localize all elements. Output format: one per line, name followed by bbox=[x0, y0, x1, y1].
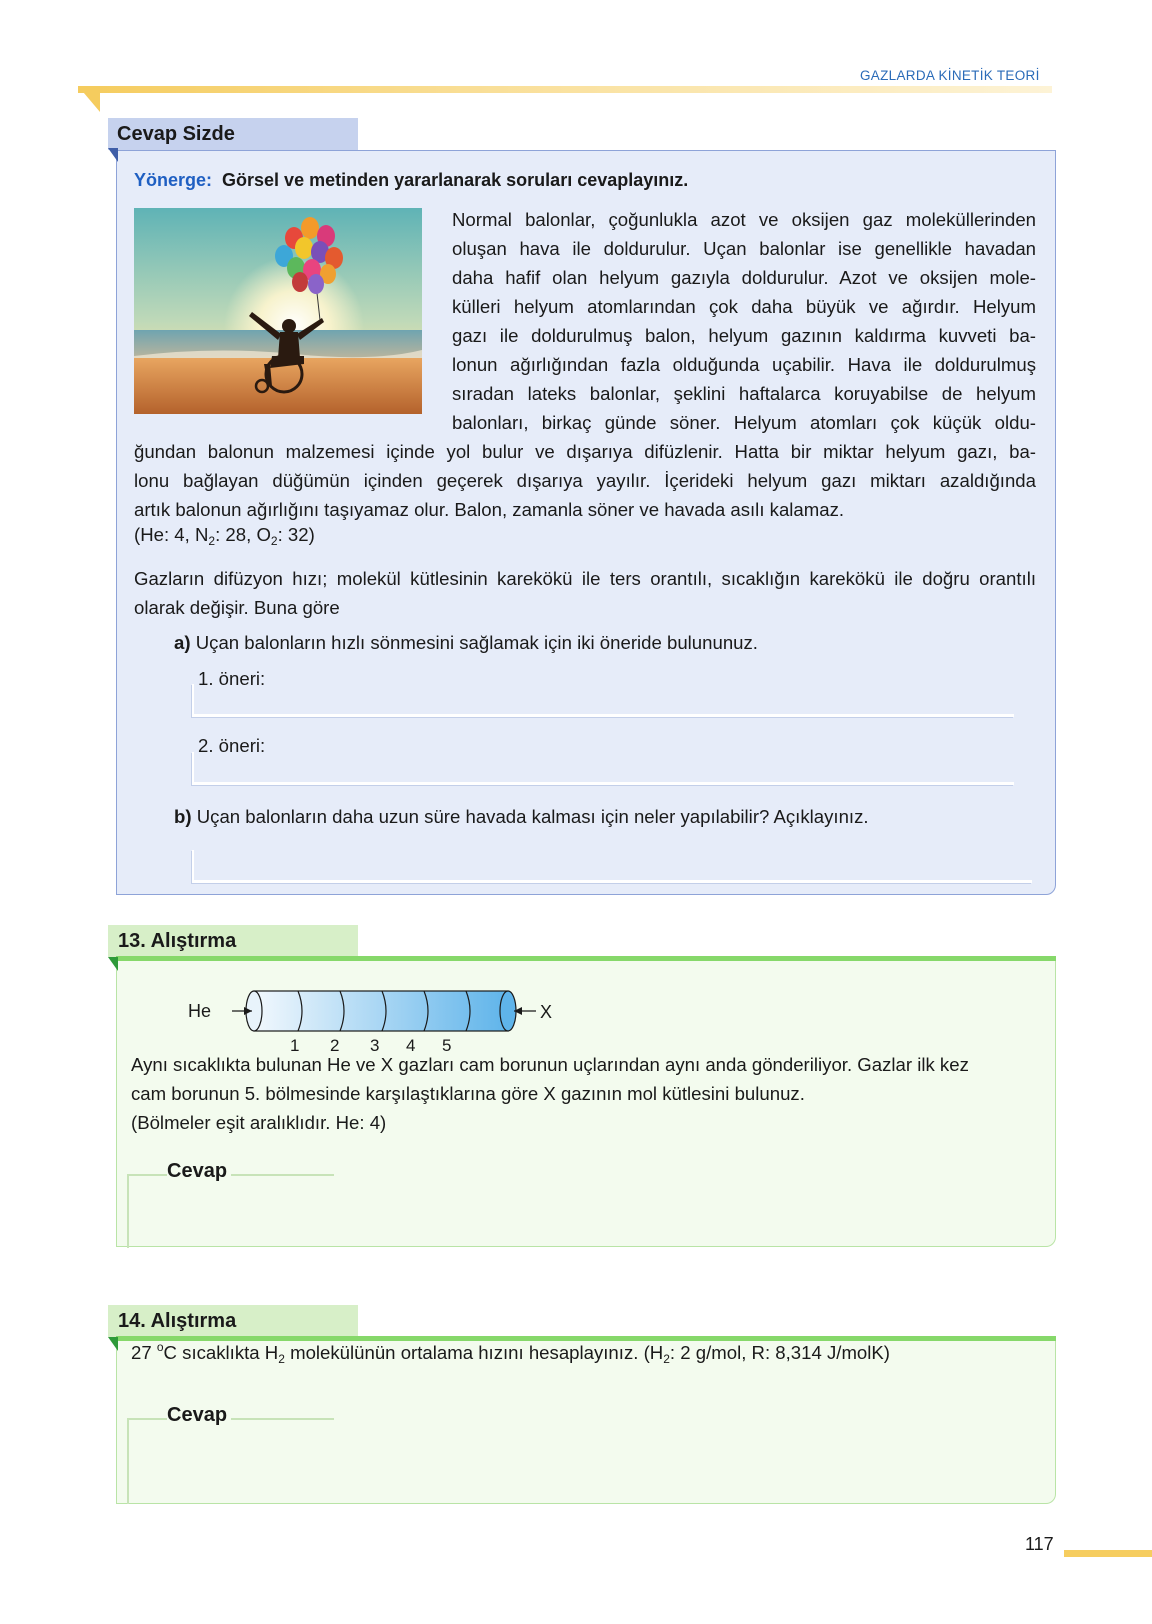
suggestion-2-label: 2. öneri: bbox=[198, 735, 266, 756]
directive bbox=[134, 170, 688, 191]
section-number: 1 bbox=[290, 1036, 300, 1055]
passage-line: oluşan hava ile doldurulur. Uçan balonlar ise genellikle havadan bbox=[452, 238, 1036, 259]
suggestion-1-answer-field[interactable] bbox=[192, 684, 1014, 717]
question-b-answer-field[interactable] bbox=[192, 850, 1032, 883]
passage-wrap-column bbox=[452, 205, 1036, 437]
passage-line: balonları, birkaç günde söner. Helyum atomları çok küçük oldu- bbox=[452, 412, 1036, 433]
q-part: : 2 g/mol, R: 8,314 J/molK) bbox=[669, 1342, 891, 1363]
q-sub: 2 bbox=[663, 1352, 670, 1366]
passage-line: Normal balonlar, çoğunlukla azot ve oksijen gaz moleküllerinden bbox=[452, 209, 1036, 230]
passage-line: sıradan lateks balonlar, şeklini haftalarca koruyabilse de helyum bbox=[452, 383, 1036, 404]
given-sub: 2 bbox=[208, 534, 216, 548]
passage-line: artık balonun ağırlığını taşıyamaz olur. Balon, zamanla söner ve havada asılı kalamaz. bbox=[134, 499, 845, 520]
right-gas-label: X bbox=[540, 1002, 553, 1022]
q-part: C sıcaklıkta H bbox=[163, 1342, 279, 1363]
section-number: 5 bbox=[442, 1036, 452, 1055]
exercise-13-title: 13. Alıştırma bbox=[118, 930, 237, 952]
passage-line: lonun ağırlığından fazla olduğunda uçabilir. Hava ile doldurulmuş bbox=[452, 354, 1036, 375]
question-a-text: Uçan balonların hızlı sönmesini sağlamak için iki öneride bulununuz. bbox=[195, 632, 758, 653]
suggestion-1-label: 1. öneri: bbox=[198, 668, 266, 689]
question-line: Aynı sıcaklıkta bulunan He ve X gazları cam borunun uçlarından aynı anda gönderiliyor. Gazlar ilk kez bbox=[131, 1054, 969, 1075]
cevap-sizde-notch bbox=[108, 148, 118, 162]
suggestion-2-answer-field[interactable] bbox=[192, 752, 1014, 785]
given-part: (He: 4, N bbox=[134, 524, 209, 545]
exercise-13-answer-area[interactable] bbox=[127, 1174, 334, 1248]
exercise-14-answer-label: Cevap bbox=[167, 1404, 231, 1427]
given-part: : 28, O bbox=[215, 524, 271, 545]
page-number: 117 bbox=[1025, 1534, 1054, 1554]
cevap-sizde-title: Cevap Sizde bbox=[117, 123, 235, 145]
question-b-label: b) bbox=[174, 806, 192, 827]
diffusion-statement: Gazların difüzyon hızı; molekül kütlesinin karekökü ile ters orantılı, sıcaklığın karekökü ile doğru orantılı olarak değişir. Buna göre bbox=[134, 568, 1036, 618]
passage-line: daha hafif olan helyum gazıyla doldurulur. Azot ve oksijen mole- bbox=[452, 267, 1036, 288]
running-head-title: GAZLARDA KİNETİK TEORİ bbox=[860, 68, 1040, 83]
exercise-13-question bbox=[131, 1050, 1041, 1137]
exercise-13-answer-label: Cevap bbox=[167, 1160, 231, 1183]
given-masses bbox=[134, 524, 315, 548]
balloons-beach-photo bbox=[134, 208, 422, 414]
exercise-14-title: 14. Alıştırma bbox=[118, 1310, 237, 1332]
passage-line: külleri helyum atomlarından çok daha büyük ve ağırdır. Helyum bbox=[452, 296, 1036, 317]
q-part: 27 bbox=[131, 1342, 152, 1363]
bottom-decorative-band bbox=[1064, 1550, 1152, 1557]
exercise-14-answer-area[interactable] bbox=[127, 1418, 334, 1504]
section-number: 3 bbox=[370, 1036, 380, 1055]
passage-line: ğundan balonun malzemesi içinde yol bulur ve dışarıya difüzlenir. Hatta bir miktar helyum gazı, ba- bbox=[134, 441, 1036, 462]
top-band-corner bbox=[78, 86, 100, 112]
passage-line: lonu bağlayan düğümün içinden geçerek dışarıya yayılır. İçerideki helyum gazı miktarı azaldığında bbox=[134, 470, 1036, 491]
q-sub: 2 bbox=[278, 1352, 285, 1366]
section-number: 2 bbox=[330, 1036, 340, 1055]
section-number: 4 bbox=[406, 1036, 416, 1055]
exercise-14-question bbox=[131, 1340, 890, 1366]
passage-line: gazı ile doldurulmuş balon, helyum gazının kaldırma kuvveti ba- bbox=[452, 325, 1036, 346]
given-part: : 32) bbox=[277, 524, 315, 545]
question-b bbox=[174, 806, 869, 828]
question-b-text: Uçan balonların daha uzun süre havada kalması için neler yapılabilir? Açıklayınız. bbox=[196, 806, 869, 827]
left-gas-label: He bbox=[188, 1001, 212, 1021]
directive-key: Yönerge: bbox=[134, 170, 213, 190]
question-a bbox=[174, 632, 758, 654]
question-a-label: a) bbox=[174, 632, 191, 653]
degree-mark: o bbox=[156, 1340, 164, 1354]
q-part: molekülünün ortalama hızını hesaplayınız. (H bbox=[284, 1342, 664, 1363]
directive-text: Görsel ve metinden yararlanarak soruları cevaplayınız. bbox=[222, 170, 689, 190]
passage-full-width bbox=[134, 437, 1036, 524]
glass-tube-diagram bbox=[180, 985, 580, 1055]
top-decorative-band bbox=[78, 86, 1052, 93]
question-line: cam borunun 5. bölmesinde karşılaştıklarına göre X gazının mol kütlesini bulunuz. bbox=[131, 1083, 805, 1104]
given-sub: 2 bbox=[270, 534, 278, 548]
question-line: (Bölmeler eşit aralıklıdır. He: 4) bbox=[131, 1112, 387, 1133]
